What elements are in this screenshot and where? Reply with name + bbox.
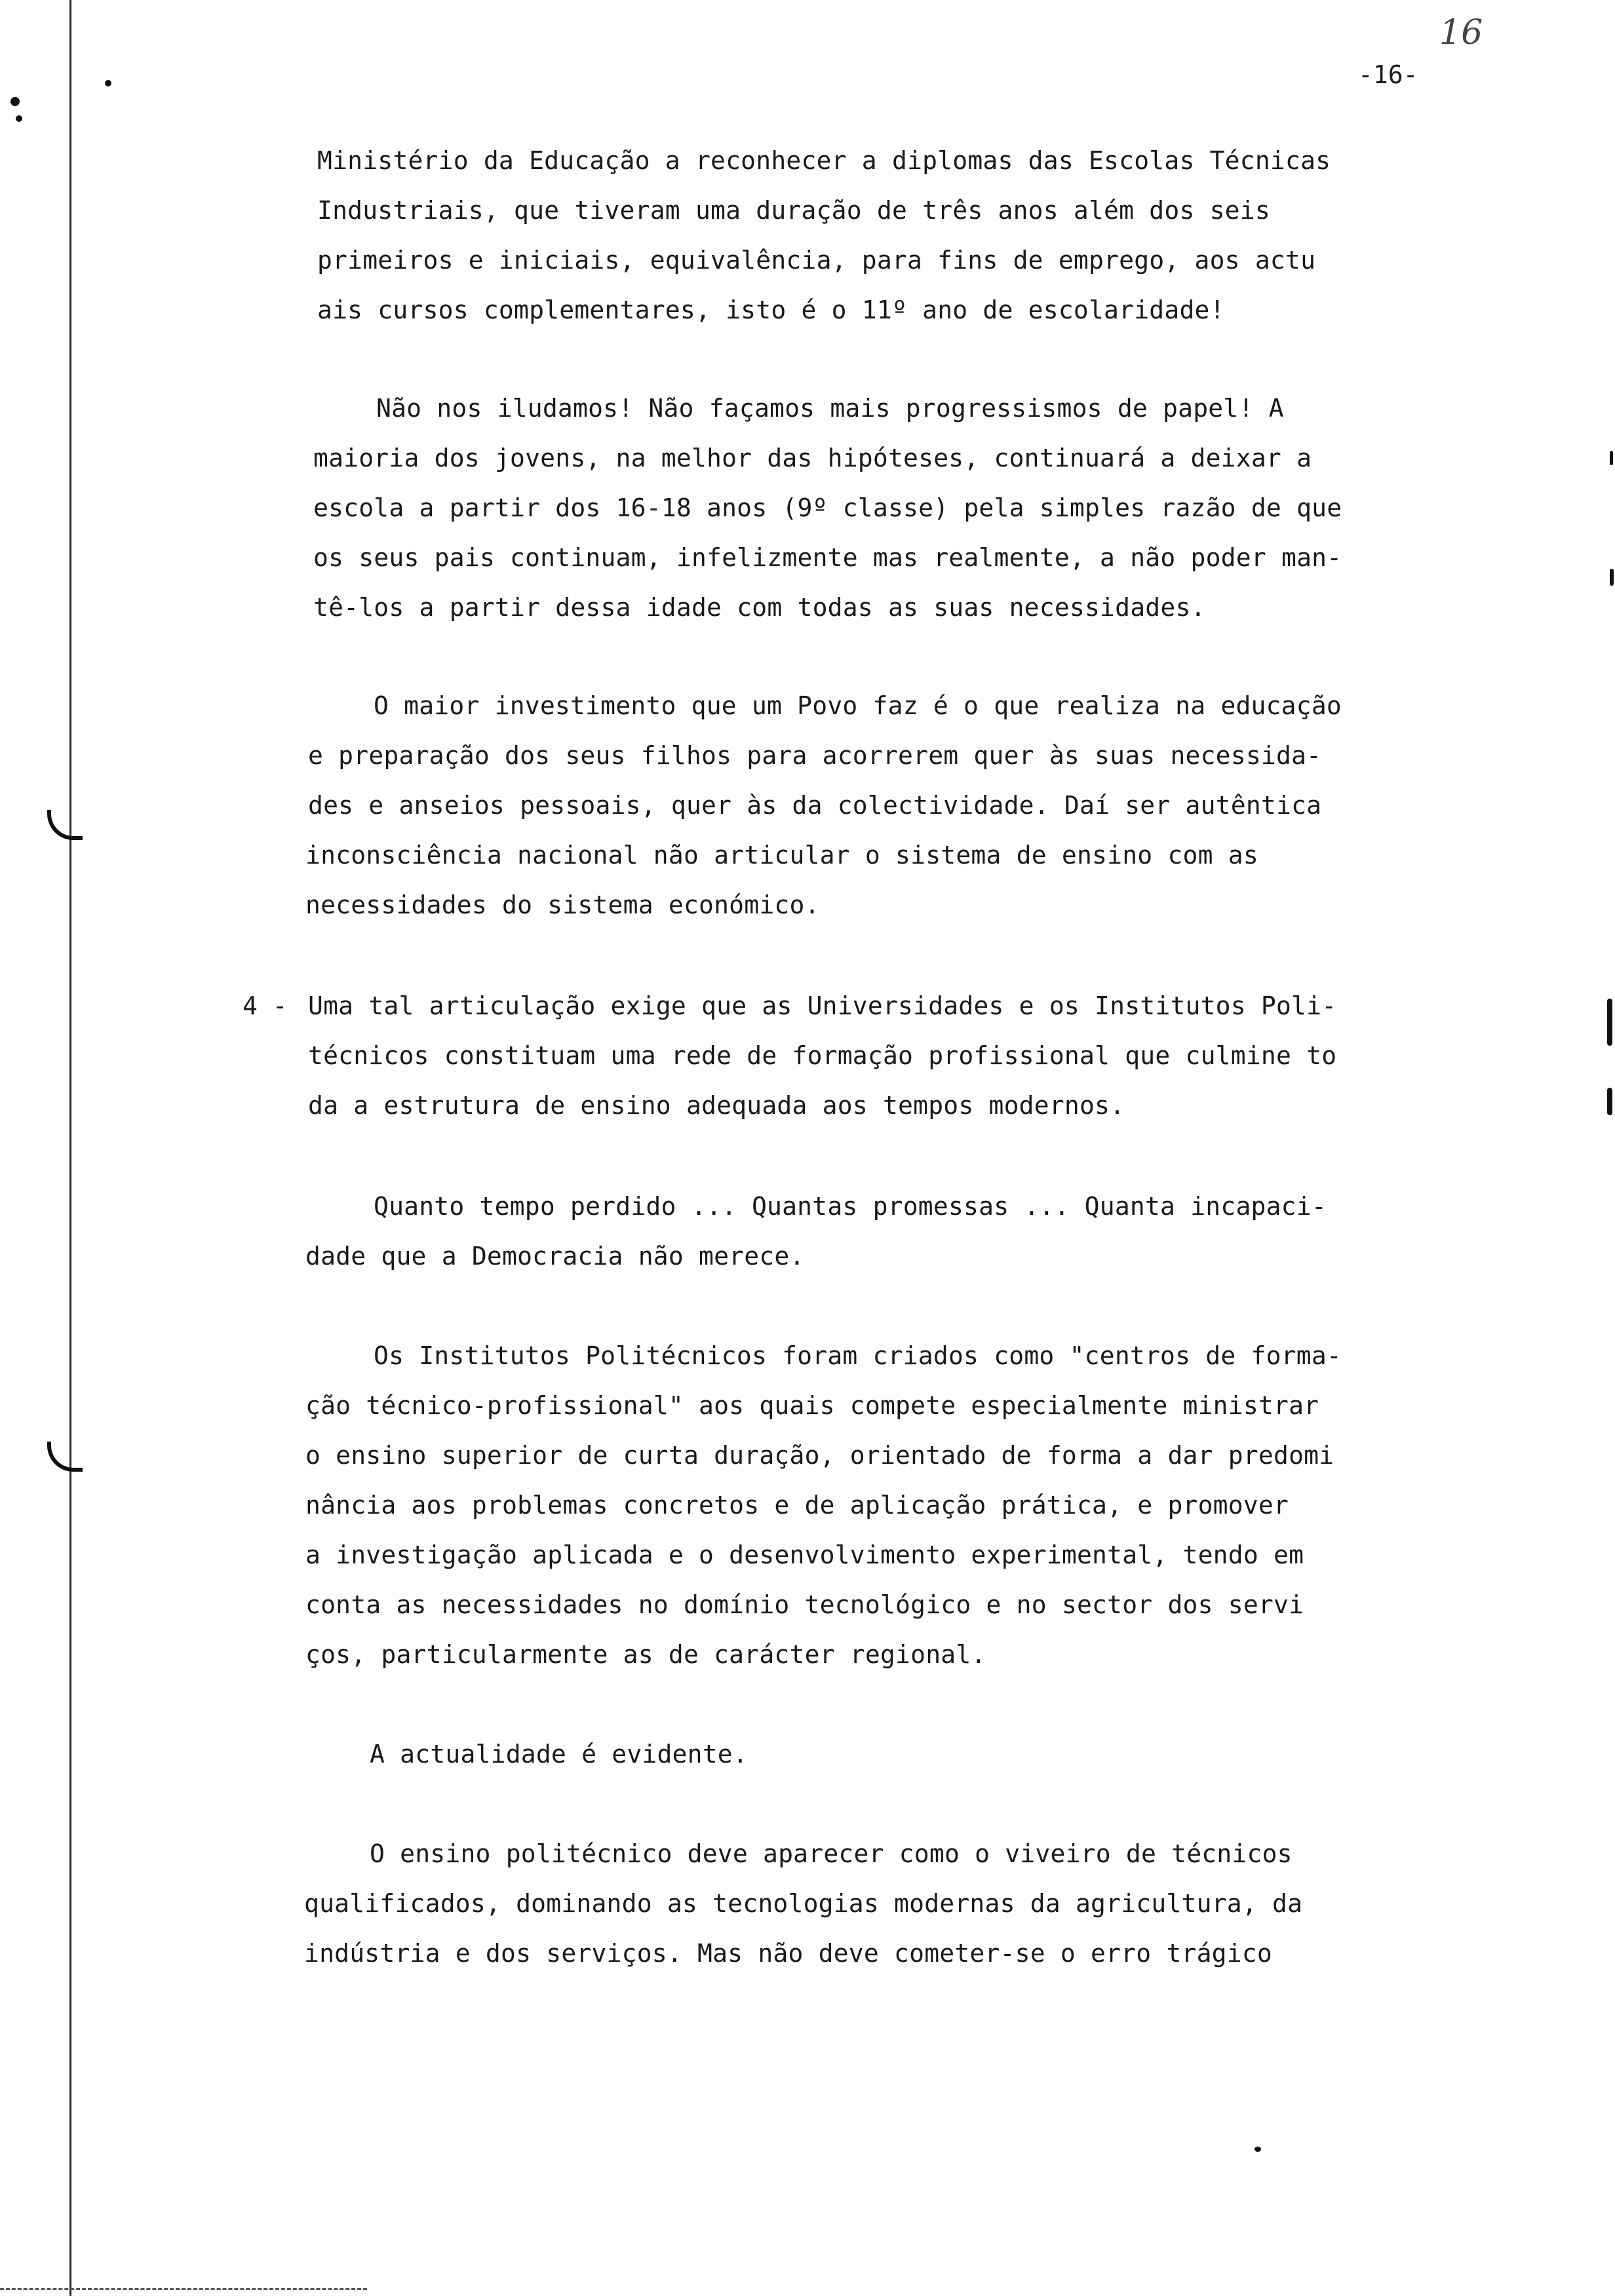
- text-line: O maior investimento que um Povo faz é o que realiza na educação: [374, 691, 1342, 720]
- handwritten-page-number: 16: [1439, 13, 1483, 52]
- text-line: Ministério da Educação a reconhecer a diplomas das Escolas Técnicas: [317, 146, 1331, 175]
- text-line: conta as necessidades no domínio tecnológico e no sector dos servi: [305, 1590, 1304, 1619]
- text-line: Industriais, que tiveram uma duração de três anos além dos seis: [317, 196, 1270, 225]
- punch-dot-icon: [16, 115, 22, 122]
- text-line: o ensino superior de curta duração, orientado de forma a dar predomi: [305, 1441, 1334, 1470]
- left-margin-line: [69, 0, 71, 2296]
- text-line: os seus pais continuam, infelizmente mas realmente, a não poder man-: [313, 543, 1342, 572]
- text-line: O ensino politécnico deve aparecer como o viveiro de técnicos: [370, 1839, 1293, 1868]
- text-line: ços, particularmente as de carácter regional.: [305, 1640, 986, 1669]
- binder-hook-icon: [47, 1442, 83, 1472]
- text-line: ais cursos complementares, isto é o 11º ano de escolaridade!: [317, 296, 1225, 324]
- text-line: primeiros e iniciais, equivalência, para fins de emprego, aos actu: [317, 246, 1316, 275]
- text-line: tê-los a partir dessa idade com todas as suas necessidades.: [313, 593, 1206, 622]
- list-marker: 4 -: [243, 991, 288, 1020]
- text-line: Não nos iludamos! Não façamos mais progressismos de papel! A: [376, 394, 1284, 423]
- margin-mark-icon: [1607, 999, 1612, 1046]
- text-line: necessidades do sistema económico.: [305, 890, 820, 919]
- text-line: da a estrutura de ensino adequada aos tempos modernos.: [308, 1091, 1125, 1120]
- margin-mark-icon: [1610, 569, 1614, 586]
- binder-hook-icon: [47, 810, 83, 840]
- text-line: Os Institutos Politécnicos foram criados como "centros de forma-: [374, 1341, 1342, 1370]
- punch-dot-icon: [1255, 2147, 1261, 2152]
- punch-dot-icon: [105, 80, 111, 86]
- text-line: dade que a Democracia não merece.: [305, 1242, 805, 1271]
- text-line: qualificados, dominando as tecnologias modernas da agricultura, da: [304, 1889, 1303, 1918]
- text-line: des e anseios pessoais, quer às da colectividade. Daí ser autêntica: [308, 791, 1322, 820]
- text-line: nância aos problemas concretos e de aplicação prática, e promover: [305, 1491, 1289, 1520]
- text-line: maioria dos jovens, na melhor das hipóteses, continuará a deixar a: [313, 444, 1312, 472]
- margin-mark-icon: [1610, 451, 1613, 465]
- text-line: Uma tal articulação exige que as Universidades e os Institutos Poli-: [308, 991, 1337, 1020]
- text-line: ção técnico-profissional" aos quais compete especialmente ministrar: [305, 1391, 1319, 1420]
- bottom-dashed-line: [0, 2288, 367, 2292]
- text-line: A actualidade é evidente.: [370, 1740, 748, 1769]
- page-number: -16-: [1358, 60, 1418, 89]
- text-line: inconsciência nacional não articular o sistema de ensino com as: [305, 841, 1258, 870]
- margin-mark-icon: [1607, 1088, 1612, 1115]
- text-line: indústria e dos serviços. Mas não deve cometer-se o erro trágico: [304, 1939, 1272, 1968]
- text-line: a investigação aplicada e o desenvolvimento experimental, tendo em: [305, 1540, 1304, 1569]
- text-line: Quanto tempo perdido ... Quantas promessas ... Quanta incapaci-: [374, 1192, 1327, 1221]
- text-line: escola a partir dos 16-18 anos (9º classe) pela simples razão de que: [313, 493, 1342, 522]
- text-line: e preparação dos seus filhos para acorrerem quer às suas necessida-: [308, 741, 1322, 770]
- text-line: técnicos constituam uma rede de formação profissional que culmine to: [308, 1041, 1337, 1070]
- punch-dot-icon: [10, 97, 20, 106]
